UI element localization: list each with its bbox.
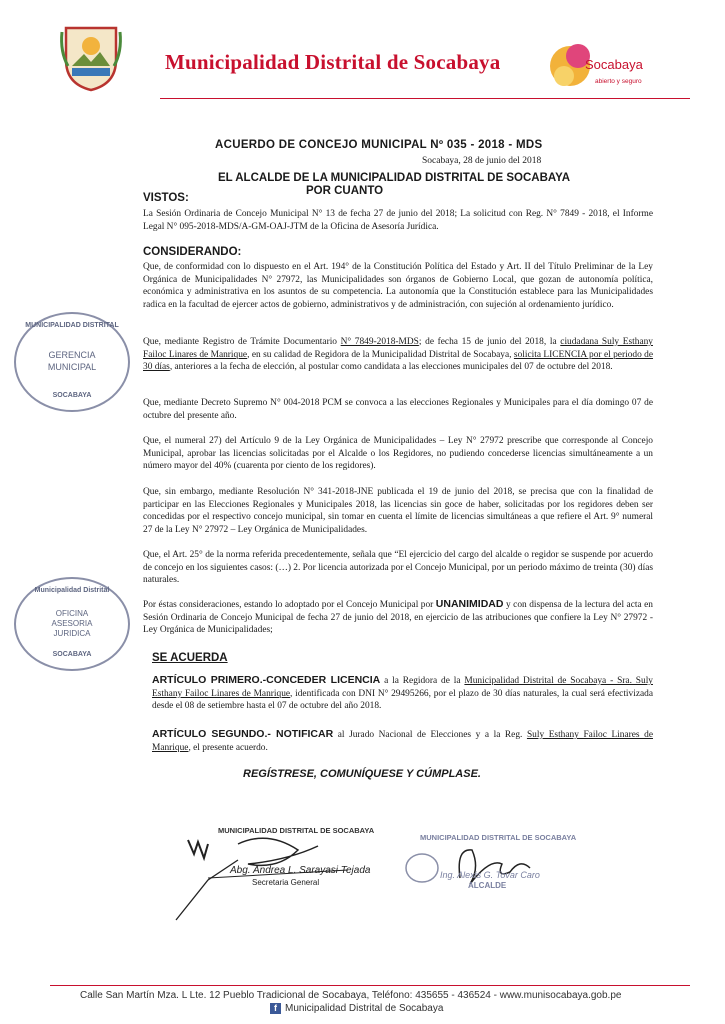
left-signature-role: Secretaria General — [252, 878, 320, 887]
municipal-crest-logo — [58, 22, 124, 92]
p2-registro: N° 7849-2018-MDS — [340, 337, 419, 347]
gerencia-municipal-stamp — [14, 312, 130, 412]
p7-unanimidad: UNANIMIDAD — [435, 598, 504, 610]
alcalde-line-1: EL ALCALDE DE LA MUNICIPALIDAD DISTRITAL DE SOCABAYA — [218, 172, 571, 184]
right-signature-name: Ing. Alexis G. Tovar Caro — [440, 870, 540, 880]
art2-heading: ARTÍCULO SEGUNDO.- NOTIFICAR — [152, 728, 334, 740]
document-date: Socabaya, 28 de junio del 2018 — [422, 156, 542, 166]
facebook-icon: f — [270, 1003, 281, 1014]
paragraph-6: Que, el Art. 25° de la norma referida precedentemente, señala que “El ejercicio del cargo del alcalde o regidor se suspende por acuerdo de concejo en los siguientes casos: (…) 2. Por licencia autorizada por el Concejo Municipal, por un periodo máximo de treinta (30) días naturales. — [143, 550, 653, 586]
alcalde-heading — [218, 172, 570, 198]
art1-text-b: , identificada con DNI N° 29495266, por el plazo de 30 días naturales, la cual será efectivizada desde el 08 de setiembre hasta el 07 de octubre del año 2018. — [152, 688, 653, 712]
closing-formula: REGÍSTRESE, COMUNÍQUESE Y CÚMPLASE. — [243, 768, 481, 780]
p2-text-d: , anteriores a la fecha de elección, al postular como candidata a las elecciones municipales del 07 de octubre del 2018. — [169, 362, 613, 373]
p2-text-a: Que, mediante Registro de Trámite Documentario — [143, 337, 341, 347]
paragraph-5: Que, sin embargo, mediante Resolución N° 341-2018-JNE publicada el 19 de junio del 2018, se precisa que con la finalidad de participar en las Elecciones Regionales y Municipales 2018, las licencias sin goce de haber, solicitadas por los regidores deben ser concedidas por el respectivo concejo municipal, sin tomar en cuenta el límite de licencias simultáneas a que refiere el Art. 9° numeral 27 de la Ley N° 27972 – Ley Orgánica de Municipalidades. — [143, 487, 653, 535]
vistos-text: La Sesión Ordinaria de Concejo Municipal N° 13 de fecha 27 de junio del 2018; La solicitud con Reg. N° 7849 - 2018, el Informe Legal N° 095-2018-MDS/A-GM-OAJ-JTM de la Oficina de Asesoría Jurídica. — [143, 209, 653, 232]
stamp-oficina-mid1: OFICINA — [55, 609, 89, 618]
se-acuerda-heading: SE ACUERDA — [152, 652, 228, 664]
left-signature-name: Abg. Andrea L. Sarayasi Tejada — [230, 865, 371, 876]
right-signature-header: MUNICIPALIDAD DISTRITAL DE SOCABAYA — [420, 833, 577, 842]
stamp-oficina-mid2: ASESORIA — [51, 619, 93, 628]
stamp-gerencia-mid1: GERENCIA — [48, 350, 96, 360]
footer-address: Calle San Martín Mza. L Lte. 12 Pueblo Tradicional de Socabaya, Teléfono: 435655 - 436524 - www.munisocabaya.gob.pe — [80, 990, 622, 1001]
paragraph-2 — [143, 336, 653, 374]
paragraph-3: Que, mediante Decreto Supremo N° 004-2018 PCM se convoca a las elecciones Regionales y Municipales para el día domingo 07 de octubre del presente año. — [143, 398, 653, 421]
p7-text-a: Por éstas consideraciones, estando lo adoptado por el Concejo Municipal por — [143, 600, 436, 610]
stamp-gerencia-mid2: MUNICIPAL — [47, 362, 97, 372]
p7-text-c: y con dispensa de la lectura del acta en Sesión Ordinaria de Concejo Municipal de fecha 27 de junio del 2018, en ejercicio de las atribuciones que confiere la Ley N° 27972 - Ley Orgánica de Municipalidades; — [143, 600, 653, 636]
p2-licencia: solicita LICENCIA por el periodo de 30 días — [143, 349, 654, 373]
alcalde-line-2: POR CUANTO — [306, 185, 384, 197]
paragraph-1: Que, de conformidad con lo dispuesto en el Art. 194° de la Constitución Política del Estado y Art. II del Título Preliminar de la Ley Orgánica de Municipalidades N° 27972, las Municipalidades son órganos de Gobierno Local, que gozan de autonomía política, económica y administrativa en los asuntos de su competencia. La autonomía que la Constitución establece para las Municipalidades radica en la facultad de ejercer actos de gobierno, administrativos y de administración, con sujeción al ordenamiento jurídico. — [143, 262, 653, 310]
p2-text-b: ; de fecha 15 de junio del 2018, la — [418, 337, 561, 347]
stamp-oficina-top: Municipalidad Distrital — [34, 587, 110, 594]
stamp-oficina-bottom: SOCABAYA — [52, 651, 92, 658]
art2-text-b: , el presente acuerdo. — [188, 742, 268, 753]
brand-name: Socabaya — [585, 57, 643, 72]
art1-heading: ARTÍCULO PRIMERO.-CONCEDER LICENCIA — [152, 674, 381, 686]
header-divider — [160, 98, 690, 99]
footer-facebook — [270, 1003, 443, 1014]
left-signature-header: MUNICIPALIDAD DISTRITAL DE SOCABAYA — [218, 826, 375, 835]
considerando-heading: CONSIDERANDO: — [143, 246, 242, 258]
footer-divider — [50, 985, 690, 986]
right-signature-role: ALCALDE — [468, 881, 507, 890]
acuerdo-title: ACUERDO DE CONCEJO MUNICIPAL Nº 035 - 2018 - MDS — [215, 139, 543, 151]
paragraph-7 — [143, 598, 653, 637]
alcalde-signature — [400, 828, 580, 908]
articulo-segundo — [152, 728, 653, 754]
articulo-primero — [152, 674, 653, 713]
asesoria-juridica-stamp — [14, 577, 130, 671]
brand-tagline: abierto y seguro — [595, 78, 642, 85]
header-title: Municipalidad Distrital de Socabaya — [165, 50, 501, 74]
stamp-gerencia-top: MUNICIPALIDAD DISTRITAL — [25, 322, 119, 329]
art2-text-a: al Jurado Nacional de Elecciones y a la Reg. — [333, 730, 527, 740]
stamp-gerencia-bottom: SOCABAYA — [52, 392, 92, 399]
p2-ciudadana: ciudadana Suly Esthany Failoc Linares de Manrique — [143, 337, 653, 360]
art1-text-a: a la Regidora de la — [380, 676, 465, 686]
paragraph-4: Que, el numeral 27) del Artículo 9 de la Ley Orgánica de Municipalidades – Ley N° 27972 prescribe que corresponde al Concejo Municipal, aprobar las licencias solicitadas por el Alcalde o los Regidores, no pudiendo concederse licencias simultáneamente a un número mayor del 40% (cuarenta por ciento de los regidores). — [143, 436, 653, 472]
art2-regidora: Suly Esthany Failoc Linares de Manrique — [152, 730, 653, 753]
footer-facebook-label: Municipalidad Distrital de Socabaya — [285, 1003, 444, 1014]
stamp-oficina-mid3: JURIDICA — [53, 629, 91, 638]
p2-text-c: , en su calidad de Regidora de la Municipalidad Distrital de Socabaya, — [247, 349, 514, 360]
vistos-heading: VISTOS: — [143, 192, 189, 204]
art1-regidora: Municipalidad Distrital de Socabaya - Sra. Suly Esthany Failoc Linares de Manrique — [152, 676, 653, 699]
